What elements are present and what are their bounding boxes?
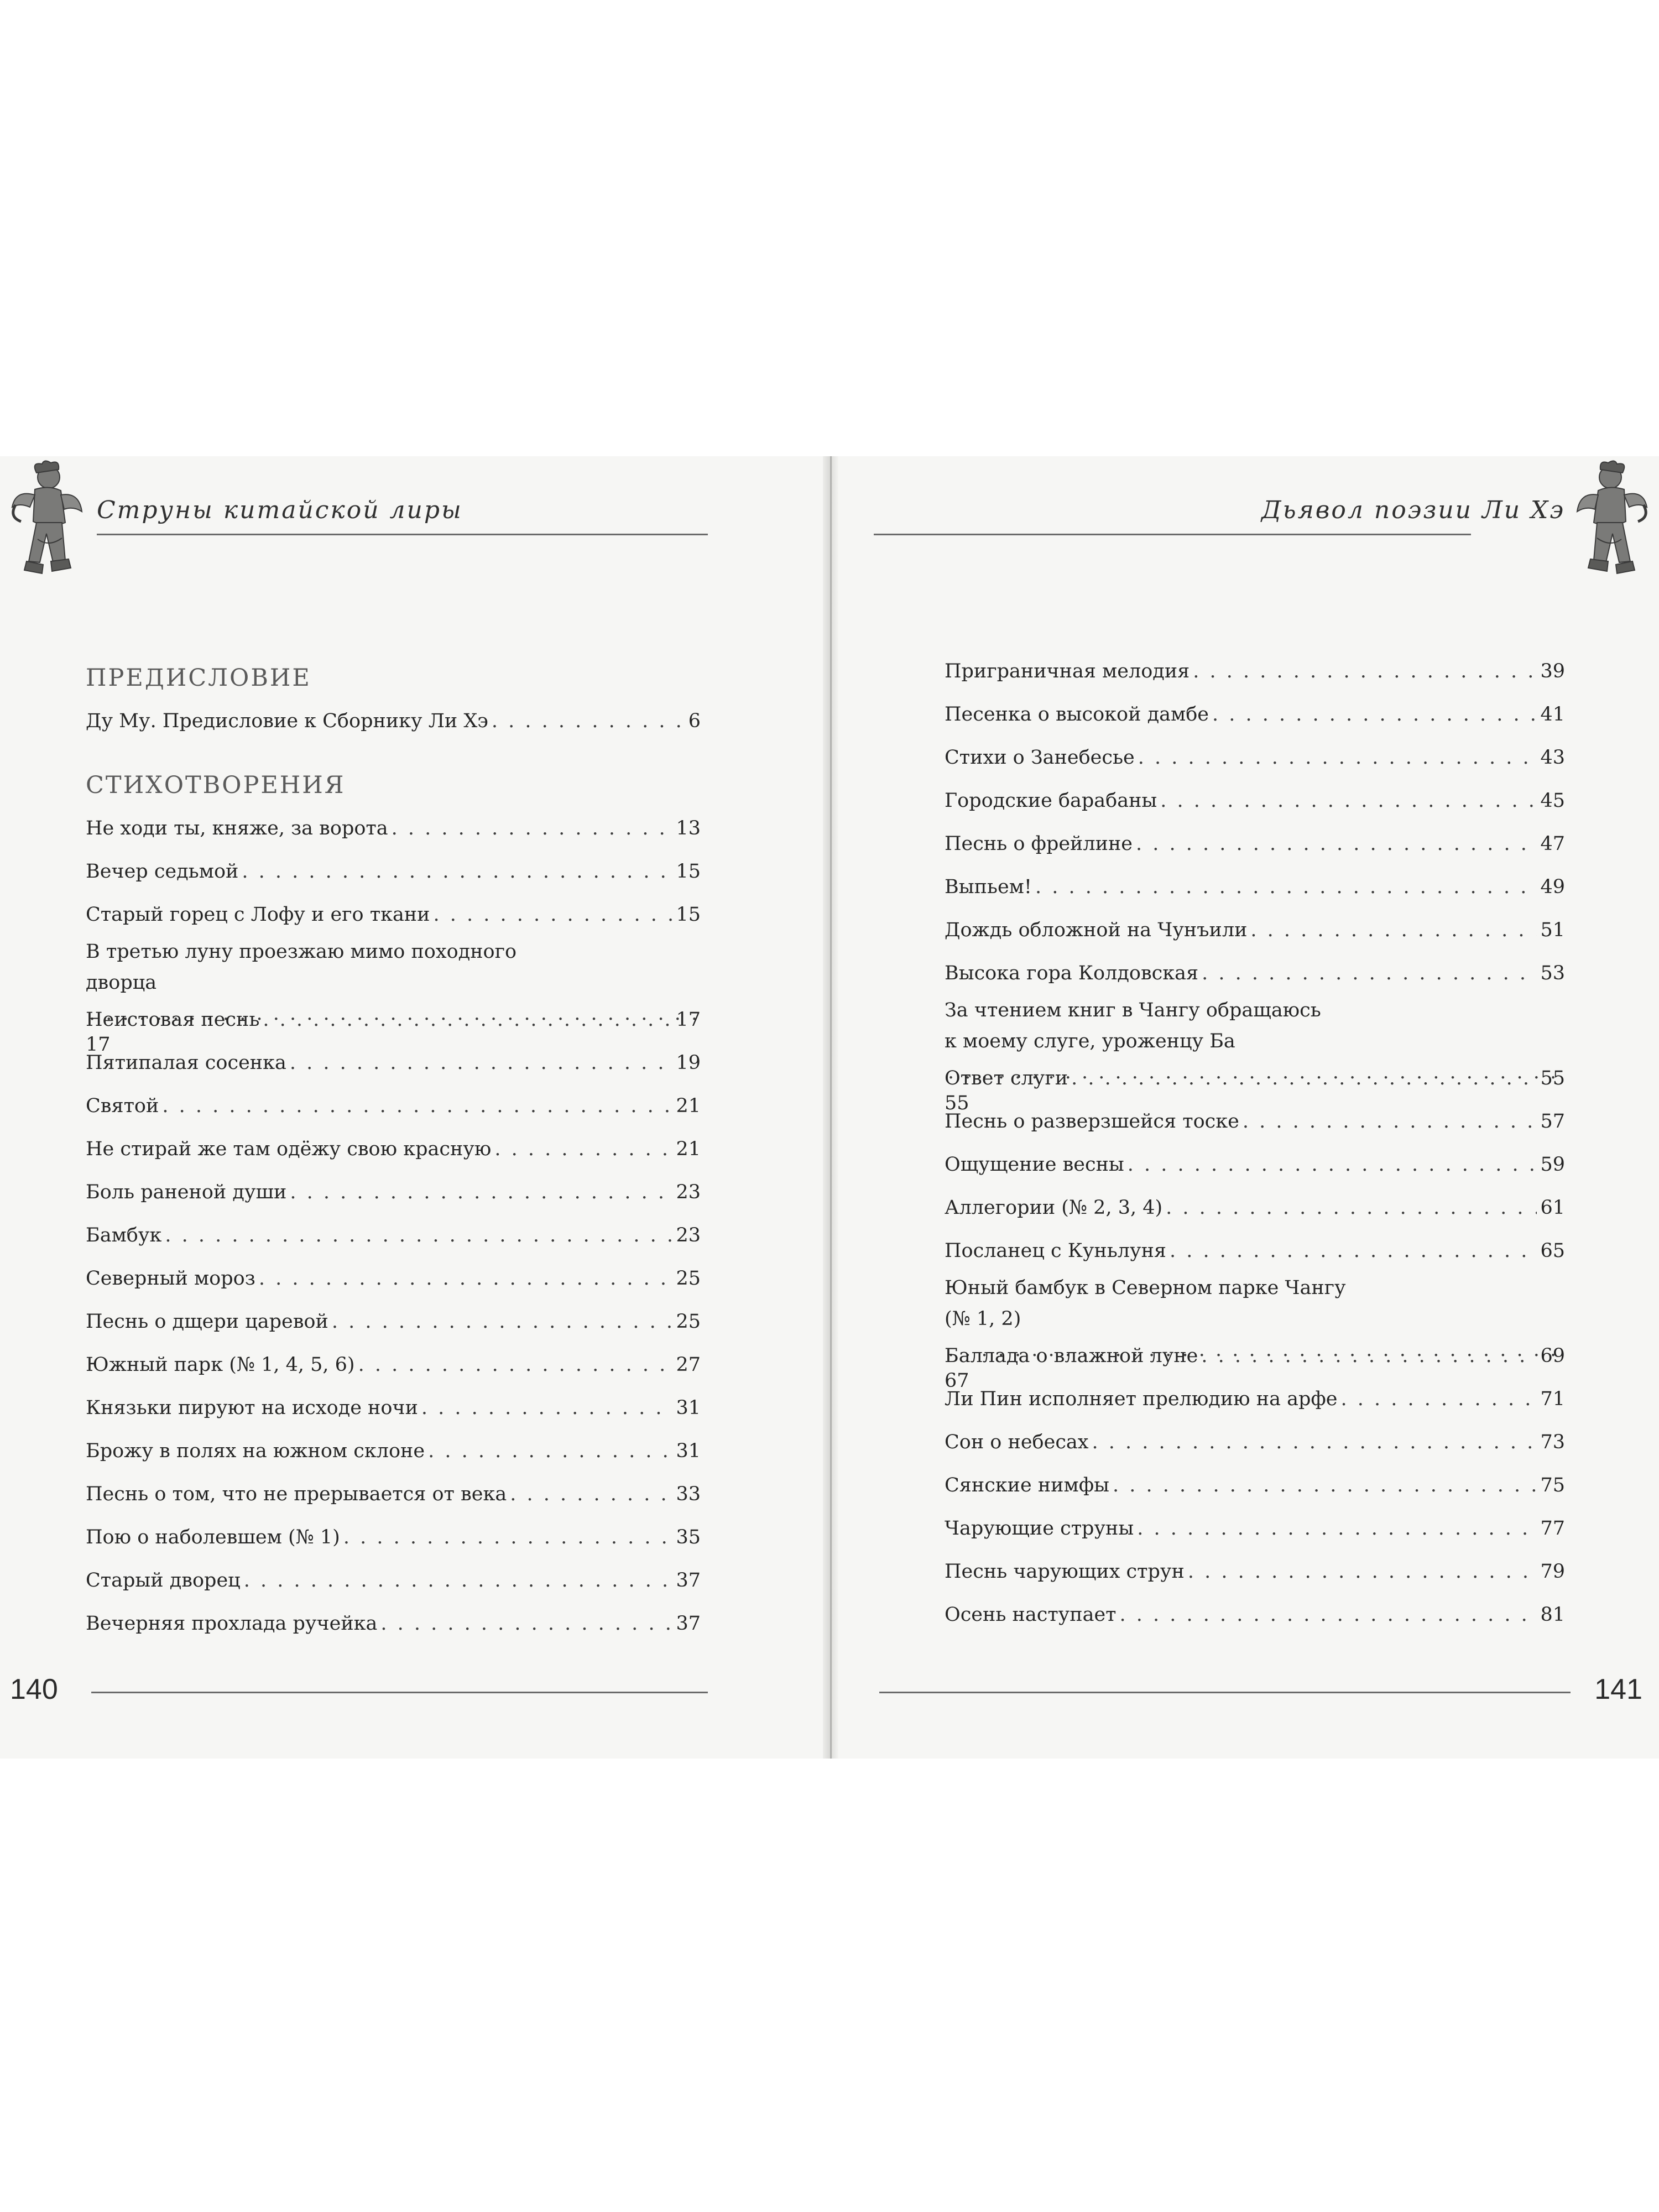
toc-entry	[945, 1143, 1565, 1186]
dot-leader	[332, 1300, 673, 1343]
toc-entry	[86, 1128, 701, 1171]
entry-title: Не ходи ты, княже, за ворота	[86, 817, 388, 839]
entry-page-number: 25	[676, 1267, 701, 1290]
entry-title: Сон о небесах	[945, 1431, 1089, 1453]
dot-leader	[244, 1559, 673, 1602]
toc-entry	[86, 1473, 701, 1516]
entry-title-line1: В третью луну проезжаю мимо походного	[86, 941, 517, 963]
toc-entry	[86, 1300, 701, 1343]
section-heading-poems: СТИХОТВОРЕНИЯ	[86, 771, 346, 799]
entry-page-number: 51	[1540, 919, 1565, 941]
entry-title: Боль раненой души	[86, 1181, 287, 1203]
footer-rule	[91, 1692, 708, 1693]
toc-entry	[945, 1464, 1565, 1507]
dot-leader	[492, 700, 685, 743]
toc-entry	[86, 1171, 701, 1214]
dot-leader	[1113, 1464, 1537, 1507]
entry-title: Аллегории (№ 2, 3, 4)	[945, 1197, 1163, 1219]
entry-title: Чарующие струны	[945, 1517, 1134, 1540]
table-of-contents-left	[86, 655, 701, 1645]
dot-leader	[358, 1343, 673, 1386]
entry-title: Стихи о Занебесье	[945, 747, 1135, 769]
toc-entry	[86, 1559, 701, 1602]
dot-leader	[242, 850, 672, 893]
entry-page-number: 19	[676, 1052, 701, 1074]
entry-page-number: 37	[676, 1613, 701, 1635]
entry-title: Песнь о том, что не прерывается от века	[86, 1483, 507, 1505]
section-heading-preface: ПРЕДИСЛОВИЕ	[86, 664, 311, 692]
dot-leader	[1035, 865, 1537, 909]
entry-page-number: 81	[1540, 1604, 1565, 1626]
toc-entry	[945, 779, 1565, 822]
entry-page-number: 79	[1540, 1561, 1565, 1583]
entry-page-number: 53	[1540, 962, 1565, 984]
toc-entry	[945, 1378, 1565, 1421]
guardian-figure-ornament-icon	[1572, 456, 1655, 583]
entry-page-number: 15	[676, 904, 701, 926]
entry-title: Городские барабаны	[945, 790, 1157, 812]
toc-entry	[945, 1334, 1565, 1378]
entry-page-number: 65	[1540, 1240, 1565, 1262]
entry-page-number: 35	[676, 1526, 701, 1548]
entry-page-number: 6	[688, 710, 701, 732]
entry-page-number: 67	[945, 1370, 969, 1392]
dot-leader	[1138, 736, 1537, 779]
dot-leader	[1128, 1143, 1537, 1186]
toc-entry	[86, 807, 701, 850]
entry-title: Вечерняя прохлада ручейка	[86, 1613, 378, 1635]
toc-entry	[945, 736, 1565, 779]
entry-page-number: 49	[1540, 876, 1565, 898]
dot-leader	[1160, 779, 1537, 822]
dot-leader	[494, 1128, 672, 1171]
entry-title: к моему слуге, уроженцу Ба	[945, 1030, 1235, 1052]
entry-page-number: 23	[676, 1181, 701, 1203]
toc-entry	[945, 822, 1565, 865]
dot-leader	[162, 1084, 672, 1128]
entry-page-number: 57	[1540, 1110, 1565, 1133]
left-page	[0, 456, 824, 1759]
entry-page-number: 69	[1540, 1345, 1565, 1367]
entry-title: Южный парк (№ 1, 4, 5, 6)	[86, 1354, 355, 1376]
toc-entry	[945, 865, 1565, 909]
entry-title: Песнь о фрейлине	[945, 833, 1133, 855]
dot-leader	[263, 998, 672, 1041]
toc-entry	[86, 1516, 701, 1559]
toc-entry	[86, 1214, 701, 1257]
toc-entry	[86, 1430, 701, 1473]
dot-leader	[1120, 1593, 1537, 1636]
entry-page-number: 73	[1540, 1431, 1565, 1453]
dot-leader	[1071, 1057, 1537, 1100]
toc-entry	[86, 700, 701, 743]
toc-entry	[86, 1602, 701, 1645]
entry-title: Песнь о дщери царевой	[86, 1311, 328, 1333]
dot-leader	[1092, 1421, 1537, 1464]
entry-page-number: 75	[1540, 1474, 1565, 1496]
toc-entry	[945, 1057, 1565, 1100]
entry-page-number: 71	[1540, 1388, 1565, 1410]
entry-page-number: 17	[86, 1034, 111, 1056]
entry-title: Брожу в полях на южном склоне	[86, 1440, 425, 1462]
entry-page-number: 45	[1540, 790, 1565, 812]
toc-entry	[86, 1084, 701, 1128]
running-head: Дьявол поэзии Ли Хэ	[1261, 496, 1565, 524]
entry-title: Ли Пин исполняет прелюдию на арфе	[945, 1388, 1338, 1410]
dot-leader	[380, 1602, 672, 1645]
dot-leader	[1170, 1229, 1537, 1272]
entry-page-number: 31	[676, 1397, 701, 1419]
toc-entry	[945, 1507, 1565, 1550]
entry-page-number: 25	[676, 1311, 701, 1333]
toc-entry	[945, 909, 1565, 952]
entry-title: Вечер седьмой	[86, 860, 239, 883]
entry-title: Выпьем!	[945, 876, 1032, 898]
entry-page-number: 39	[1540, 660, 1565, 682]
entry-page-number: 77	[1540, 1517, 1565, 1540]
entry-title: Сянские нимфы	[945, 1474, 1109, 1496]
toc-entry	[86, 893, 701, 936]
running-head: Струны китайской лиры	[97, 496, 463, 524]
entry-title: Ответ слуги	[945, 1067, 1068, 1089]
dot-leader	[290, 1171, 672, 1214]
header-rule	[97, 534, 708, 535]
entry-page-number: 43	[1540, 747, 1565, 769]
entry-title: Святой	[86, 1095, 159, 1117]
entry-title: Старый горец с Лофу и его ткани	[86, 904, 430, 926]
entry-title: дворца	[86, 972, 157, 994]
dot-leader	[1188, 1550, 1537, 1593]
entry-page-number: 55	[945, 1092, 969, 1114]
dot-leader	[290, 1041, 673, 1084]
entry-title: Дождь обложной на Чунъили	[945, 919, 1248, 941]
dot-leader	[343, 1516, 673, 1559]
toc-entry	[86, 1386, 701, 1430]
entry-title: Баллада о влажной луне	[945, 1345, 1198, 1367]
toc-entry	[945, 1421, 1565, 1464]
entry-page-number: 31	[676, 1440, 701, 1462]
entry-page-number: 55	[1540, 1067, 1565, 1089]
entry-page-number: 21	[676, 1095, 701, 1117]
dot-leader	[392, 807, 673, 850]
dot-leader	[165, 1214, 672, 1257]
entry-page-number: 59	[1540, 1154, 1565, 1176]
entry-title: Осень наступает	[945, 1604, 1117, 1626]
entry-title: Ду Му. Предисловие к Сборнику Ли Хэ	[86, 710, 488, 732]
entry-title: Не стирай же там одёжу свою красную	[86, 1138, 492, 1160]
toc-entry	[86, 850, 701, 893]
toc-entry	[945, 1186, 1565, 1229]
dot-leader	[428, 1430, 672, 1473]
entry-title: Северный мороз	[86, 1267, 255, 1290]
entry-page-number: 41	[1540, 703, 1565, 726]
entry-title: Пою о наболевшем (№ 1)	[86, 1526, 340, 1548]
toc-entry	[86, 1343, 701, 1386]
entry-page-number: 47	[1540, 833, 1565, 855]
entry-title: Высока гора Колдовская	[945, 962, 1199, 984]
toc-entry	[86, 1257, 701, 1300]
entry-title: (№ 1, 2)	[945, 1308, 1021, 1330]
toc-entry	[945, 1229, 1565, 1272]
dot-leader	[1243, 1100, 1537, 1143]
entry-page-number: 15	[676, 860, 701, 883]
entry-title: Песнь чарующих струн	[945, 1561, 1185, 1583]
entry-title-line1: За чтением книг в Чангу обращаюсь	[945, 999, 1321, 1021]
entry-title: Ощущение весны	[945, 1154, 1124, 1176]
right-page	[838, 456, 1659, 1759]
entry-title: Песенка о высокой дамбе	[945, 703, 1209, 726]
toc-entry	[86, 1041, 701, 1084]
page-number: 140	[10, 1673, 58, 1705]
entry-page-number: 27	[676, 1354, 701, 1376]
dot-leader	[433, 893, 672, 936]
entry-page-number: 17	[676, 1009, 701, 1031]
dot-leader	[1202, 952, 1537, 995]
toc-entry	[945, 1593, 1565, 1636]
toc-entry	[945, 952, 1565, 995]
entry-page-number: 13	[676, 817, 701, 839]
entry-page-number: 21	[676, 1138, 701, 1160]
entry-title: Старый дворец	[86, 1569, 241, 1592]
entry-title: Приграничная мелодия	[945, 660, 1190, 682]
dot-leader	[510, 1473, 672, 1516]
entry-page-number: 33	[676, 1483, 701, 1505]
dot-leader	[1340, 1378, 1537, 1421]
header-rule	[874, 534, 1471, 535]
table-of-contents-right	[945, 650, 1565, 1636]
entry-page-number: 37	[676, 1569, 701, 1592]
toc-entry	[945, 693, 1565, 736]
entry-title: Пятипалая сосенка	[86, 1052, 286, 1074]
book-gutter	[823, 456, 838, 1759]
toc-entry	[86, 998, 701, 1041]
entry-title: Песнь о разверзшейся тоске	[945, 1110, 1239, 1133]
dot-leader	[1250, 909, 1537, 952]
toc-entry	[945, 1100, 1565, 1143]
dot-leader	[1201, 1334, 1537, 1378]
entry-title-line1: Юный бамбук в Северном парке Чангу	[945, 1277, 1346, 1299]
dot-leader	[421, 1386, 673, 1430]
dot-leader	[1137, 1507, 1537, 1550]
footer-rule	[879, 1692, 1571, 1693]
entry-title: Бамбук	[86, 1224, 162, 1246]
toc-entry	[945, 650, 1565, 693]
entry-title: Посланец с Куньлуня	[945, 1240, 1166, 1262]
dot-leader	[1193, 650, 1537, 693]
guardian-figure-ornament-icon	[4, 456, 87, 583]
entry-page-number: 23	[676, 1224, 701, 1246]
entry-title: Князьки пируют на исходе ночи	[86, 1397, 418, 1419]
dot-leader	[1212, 693, 1537, 736]
entry-page-number: 61	[1540, 1197, 1565, 1219]
dot-leader	[1136, 822, 1537, 865]
dot-leader	[259, 1257, 673, 1300]
dot-leader	[1166, 1186, 1537, 1229]
page-number: 141	[1594, 1673, 1642, 1705]
toc-entry	[945, 1550, 1565, 1593]
entry-title: Неистовая песнь	[86, 1009, 260, 1031]
